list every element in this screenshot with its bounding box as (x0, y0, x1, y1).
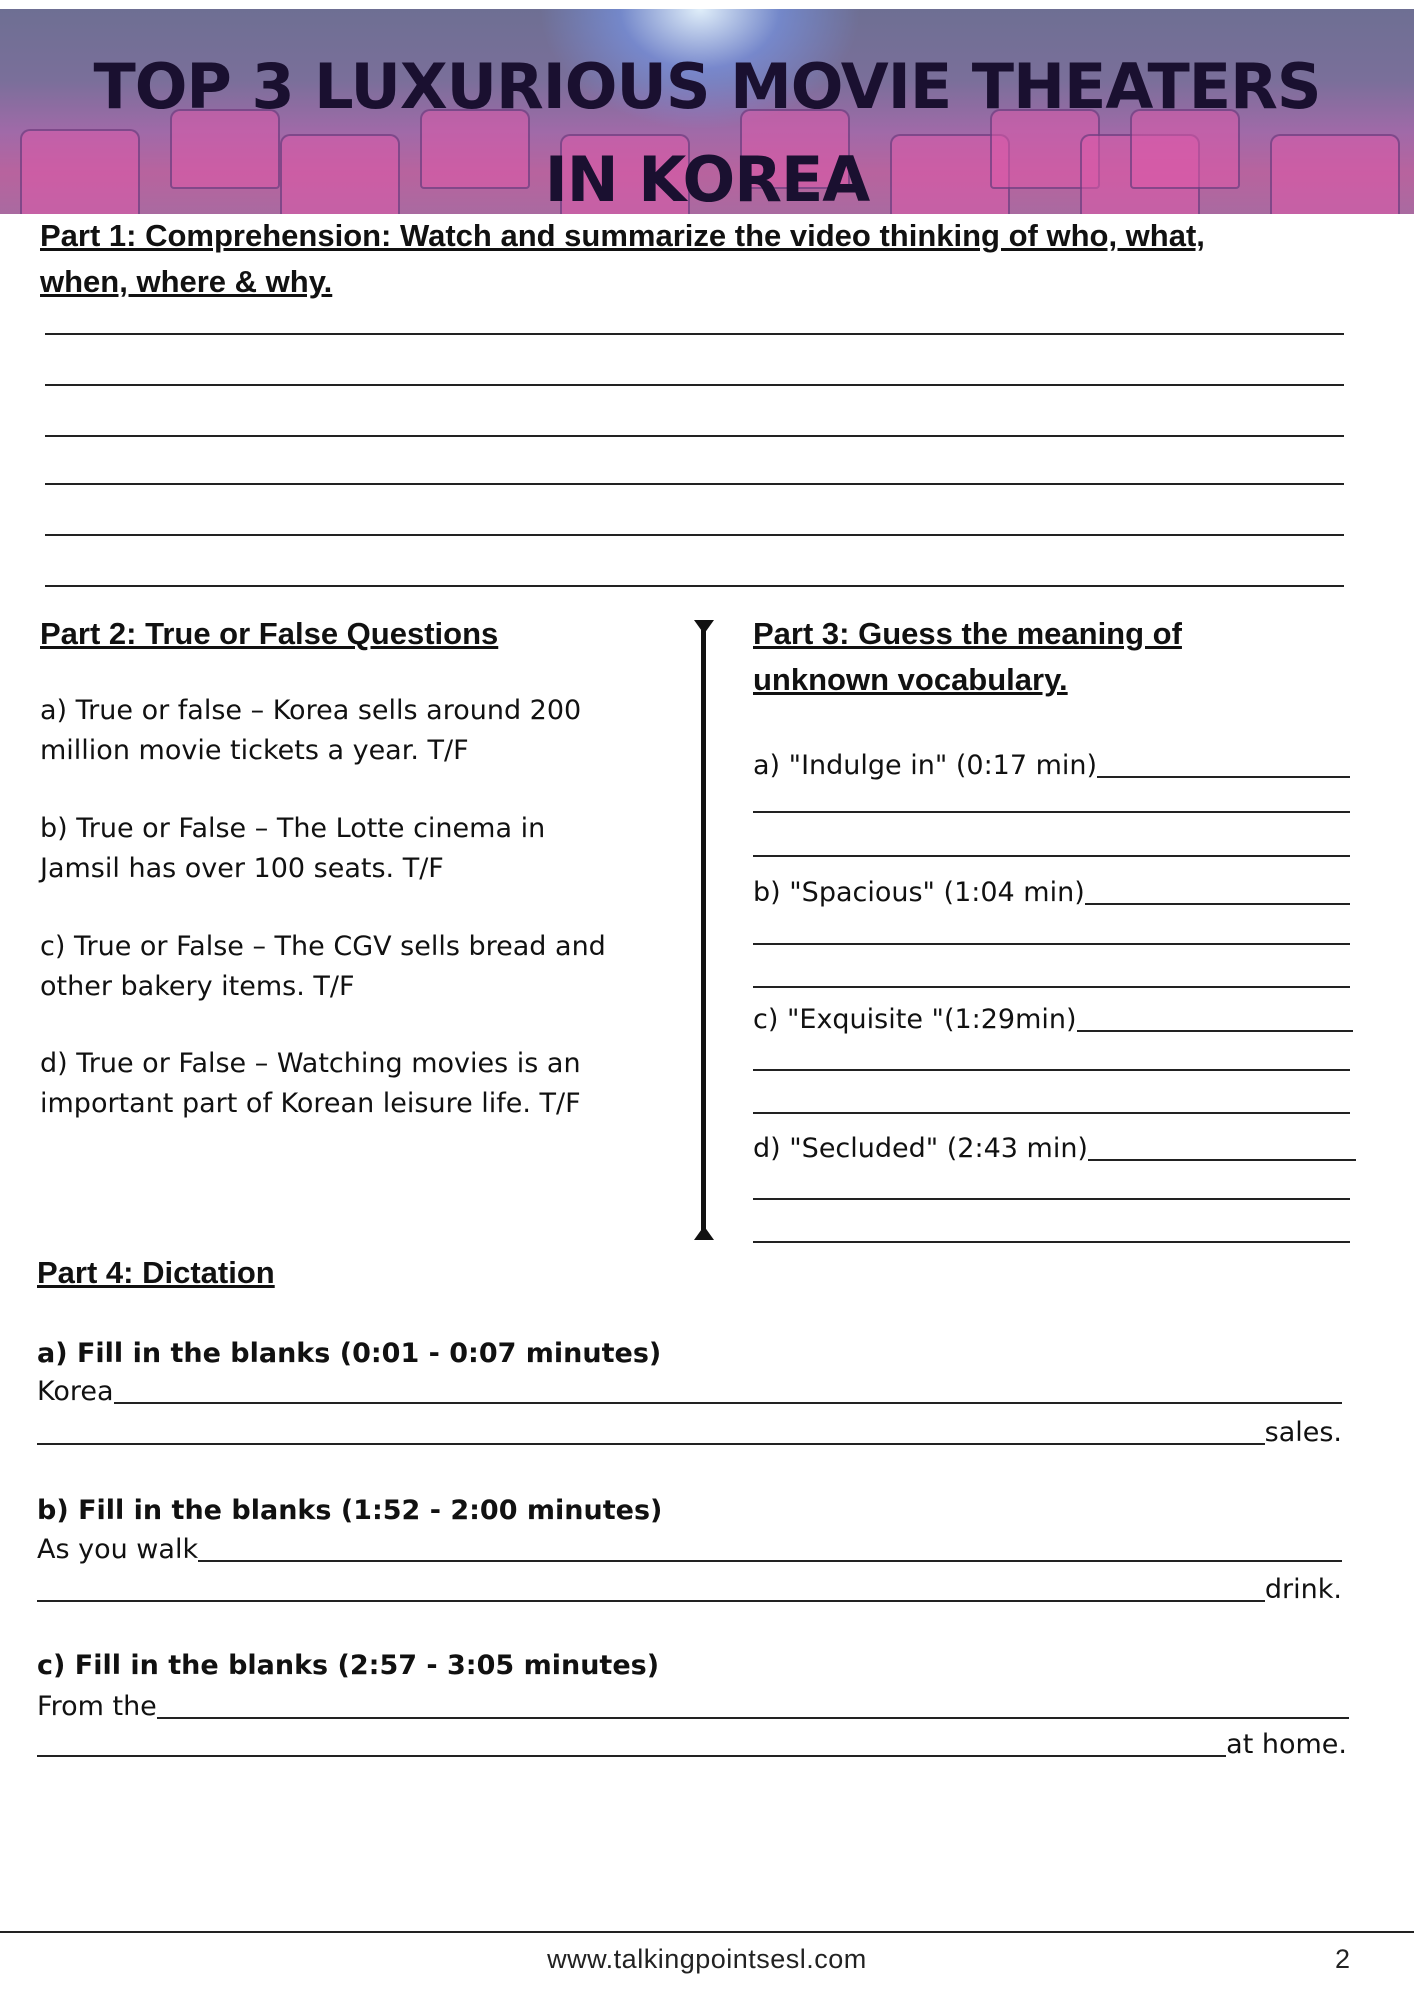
answer-line[interactable] (753, 1241, 1350, 1243)
page-number: 2 (1335, 1944, 1351, 1974)
divider-top-cap (694, 620, 714, 634)
tf-question-a: a) True or false – Korea sells around 200 million movie tickets a year. T/F (40, 695, 582, 766)
part4-heading: Part 4: Dictation (37, 1255, 275, 1290)
dictation-b-line2: drink. (37, 1570, 1342, 1610)
header-banner-image (0, 9, 1414, 214)
dictation-a-label: a) Fill in the blanks (0:01 - 0:07 minutes) (37, 1338, 662, 1369)
dictation-c-label: c) Fill in the blanks (2:57 - 3:05 minutes) (37, 1650, 660, 1681)
column-divider (701, 630, 706, 1230)
dictation-a-line1: Korea (37, 1372, 1342, 1412)
answer-line[interactable] (45, 384, 1344, 386)
answer-line[interactable] (114, 1402, 1342, 1404)
answer-line[interactable] (753, 943, 1350, 945)
answer-line[interactable] (753, 1112, 1350, 1114)
footer-website: www.talkingpointsesl.com (547, 1944, 867, 1974)
part3-heading-cont: unknown vocabulary. (753, 662, 1068, 697)
page-title-line2: IN KOREA (544, 143, 870, 214)
dictation-a-line2: sales. (37, 1413, 1342, 1453)
answer-line[interactable] (45, 483, 1344, 485)
vocab-item-c: c) "Exquisite "(1:29min) (753, 1000, 1353, 1040)
answer-line[interactable] (37, 1600, 1265, 1602)
tf-question-b: b) True or False – The Lotte cinema in Jamsil has over 100 seats. T/F (40, 813, 546, 884)
answer-line[interactable] (45, 333, 1344, 335)
answer-line[interactable] (1077, 1030, 1353, 1032)
dictation-b-label: b) Fill in the blanks (1:52 - 2:00 minutes) (37, 1495, 663, 1526)
footer-divider (0, 1931, 1414, 1933)
answer-line[interactable] (45, 534, 1344, 536)
answer-line[interactable] (45, 585, 1344, 587)
part1-heading: Part 1: Comprehension: Watch and summarize the video thinking of who, what, (40, 218, 1205, 253)
answer-line[interactable] (1088, 1159, 1356, 1161)
vocab-item-a: a) "Indulge in" (0:17 min) (753, 746, 1350, 786)
vocab-item-d: d) "Secluded" (2:43 min) (753, 1129, 1356, 1169)
answer-line[interactable] (753, 811, 1350, 813)
answer-line[interactable] (157, 1717, 1349, 1719)
part2-heading: Part 2: True or False Questions (40, 616, 499, 651)
answer-line[interactable] (45, 435, 1344, 437)
part1-heading-cont: when, where & why. (40, 264, 333, 299)
tf-question-d: d) True or False – Watching movies is an important part of Korean leisure life. T/F (40, 1048, 581, 1119)
divider-bottom-cap (694, 1226, 714, 1240)
vocab-item-b: b) "Spacious" (1:04 min) (753, 873, 1350, 913)
dictation-c-line1: From the (37, 1687, 1349, 1727)
answer-line[interactable] (37, 1755, 1226, 1757)
tf-question-c: c) True or False – The CGV sells bread and other bakery items. T/F (40, 931, 606, 1002)
part3-heading: Part 3: Guess the meaning of (753, 616, 1182, 651)
page-title-line1: TOP 3 LUXURIOUS MOVIE THEATERS (93, 50, 1321, 123)
dictation-c-line2: at home. (37, 1725, 1347, 1765)
answer-line[interactable] (1085, 903, 1350, 905)
answer-line[interactable] (37, 1443, 1265, 1445)
answer-line[interactable] (753, 855, 1350, 857)
answer-line[interactable] (753, 1069, 1350, 1071)
answer-line[interactable] (198, 1560, 1342, 1562)
dictation-b-line1: As you walk (37, 1530, 1342, 1570)
answer-line[interactable] (1097, 776, 1350, 778)
answer-line[interactable] (753, 986, 1350, 988)
answer-line[interactable] (753, 1198, 1350, 1200)
